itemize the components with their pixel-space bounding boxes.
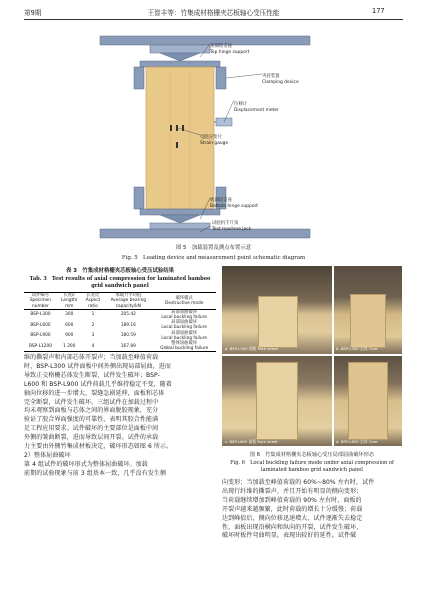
table-3-title-en: Tab. 3 Test results of axial compression for laminated bamboo grid sandwich panel [29,276,211,289]
running-title: 王智丰等：竹集成材格栅夹芯板轴心受压性能 [147,9,280,17]
photo-b-caption: b. BSP-L300 芯体 Core [336,346,378,351]
jack-label [212,221,251,232]
table-row [24,331,216,341]
table-row [24,309,216,320]
photo-c-face-sheet [222,356,332,446]
cell-capacity: 205.42 [120,312,136,318]
table-3 [24,266,216,352]
body-line: 第 4 组试件的破坏形式为整体屈曲破坏。加载 [24,460,148,468]
cell-id: BSP-L600 [30,322,51,328]
figure-5-caption-cn: 图 5 加载装置及测点布置示意 [175,245,252,251]
body-line: 向变形；当加载至峰值荷载的 60%~80% 左右时，试件 [222,479,375,486]
header-rule [24,19,403,20]
cell-id: BSP-L1200 [28,343,52,349]
bottom-hinge-label-cn: 底部铰支座 [210,198,232,203]
cell-ratio: 2 [91,322,95,328]
top-hinge-wedge [160,53,200,61]
body-line: 达到峰值后，侧向位移迅速增大，试件逐渐失去稳定 [222,514,363,522]
cell-capacity: 189.16 [120,322,136,328]
cell-id: BSP-L300 [30,312,51,318]
top-hinge-block [150,45,210,53]
body-line: 力主要由外侧竹集成材板决定，破坏形态如图 6 所示。 [24,443,173,451]
clamp-label-cn: 夹持装置 [262,74,280,79]
page-number: 177 [372,7,385,15]
body-line: 完全断裂，试件发生破坏。三组试件在加载过程中 [24,398,159,406]
cell-ratio: 1 [91,312,95,318]
bottom-hinge-wedge [160,215,200,223]
table-row [24,341,216,352]
photo-d-caption: d. BSP-L600 芯体 Core [336,439,378,444]
jack-label-en: Test machine jack [212,226,252,232]
body-line: 破坏时板件弯曲明显，表现出较好的延性。试件破 [222,532,357,540]
body-line: 时，BSP-L300 试件面板中间外侧出现局部屈曲，进而 [24,362,171,370]
bottom-hinge-block [150,223,210,229]
body-line: 均未观察到面板与芯体之间的界面脱胶现象，充分 [24,407,159,415]
strain-gauge-label [200,135,228,146]
col-header-length: 长度l/ Length/ mm [61,293,78,309]
strain-gauge-1 [170,125,172,131]
figure-5-caption-en: Fig. 5 Loading device and measurement point schematic diagram [121,255,306,261]
figure-6-caption-en-2: laminated bamboo grid sandwich panel [261,466,363,473]
table-3-grid [24,292,216,352]
body-line: L600 和 BSP-L900 试件荷载几乎维持稳定不变，随着 [24,380,172,388]
col-header-specimen: 试件编号 Specimen number [29,293,52,309]
photo-a-caption: a. BSP-L300 面板 Face sheet [225,346,278,351]
cell-capacity: 180.59 [120,333,136,339]
table-3-title-cn: 表 3 竹集成材格栅夹芯板轴心受压试验结果 [65,268,175,274]
top-hinge-label-en: Top hinge support [210,49,250,55]
body-line: 当荷载继续增加到峰值荷载的 90% 左右时，面板的 [222,496,362,504]
figure-6-caption-cn: 图 6 竹集成材格栅夹芯板轴心受压局部屈曲破坏形态 [249,452,375,458]
figure-6 [222,266,402,446]
cell-mode: 局部屈曲破坏 Local buckling failure [161,330,207,341]
figure-6-caption-en-1: Fig. 6 Local buckling failure mode under axial compression of [230,460,394,466]
cell-mode: 整体屈曲破坏 Global buckling failure [160,341,209,352]
photo-a-face-sheet [222,266,332,354]
body-line: 足工程应用要求。试件破坏的主要部位是面板中间 [24,425,159,433]
cell-ratio: 4 [91,343,95,349]
top-plate [140,61,220,67]
displacement-label-en: Displacement meter [234,107,279,113]
clamp-top-left [134,67,144,89]
clamp-bottom-left [134,187,144,209]
displacement-label-cn: 位移计 [234,102,248,107]
strain-gauge-2 [176,125,178,131]
cell-mode: 局部屈曲破坏 Local buckling failure [161,309,207,320]
col-header-ratio: 长宽比 Aspect ratio [85,293,101,309]
col-header-capacity: 承载力平均值 Average bearing capacity/kN [110,293,147,309]
photo-b-core [334,266,402,354]
bottom-beam [100,226,310,238]
clamp-label-en: Clamping device [262,79,299,85]
col-header-mode: 破坏模式 Destructive mode [165,295,204,306]
cell-id: BSP-L900 [30,333,51,339]
cell-ratio: 3 [91,333,95,339]
cell-mode: 局部屈曲破坏 Local buckling failure [161,320,207,331]
body-line: 轴向位移的进一步增大，裂缝急剧延伸，面板和芯体 [24,389,165,397]
right-body-text [222,479,402,541]
body-line: 前期的试验现象与前 3 组基本一致，几乎没有发生侧 [24,469,167,477]
bottom-hinge-label [210,198,258,209]
section-heading: 2）整体屈曲破坏 [24,451,71,459]
body-line: 外侧的皱曲断裂，进而导致层间开裂。试件的承载 [24,434,159,442]
body-line: 性，面板出现沿横向和纵向的开裂，试件发生破坏， [222,523,363,531]
cell-capacity: 167.89 [120,343,136,349]
photo-d-core [334,356,402,446]
body-line: 验证了胶合界面强度的可靠性，表明其胶合性能满 [24,416,159,424]
table-row [24,320,216,330]
jack-label-cn: 试验机千斤顶 [212,221,239,226]
bottom-plate [140,209,220,215]
photo-c-caption: c. BSP-L600 面板 Face sheet [225,439,278,444]
cell-length: 600 [65,322,74,328]
displacement-label [234,102,279,113]
top-hinge-label [210,44,249,55]
issue-number: 第9期 [24,9,42,17]
body-line: 导致正交格栅芯体发生断裂，试件发生破坏；BSP- [24,371,160,379]
cell-length: 300 [65,312,74,318]
strain-gauge-4 [176,142,178,148]
strain-gauge-3 [182,125,184,131]
strain-gauge-label-en: Strain gauge [200,140,229,146]
top-hinge-label-cn: 顶部铰支座 [210,44,232,49]
clamp-label [262,74,299,85]
top-beam [100,36,310,45]
body-line: 开裂声越来越频繁，此时荷载的增长十分缓慢；荷载 [222,505,363,513]
strain-gauge-label-cn: 电阻应变片 [200,135,222,140]
body-line: 维的撕裂声和内部芯体开裂声；当加载至峰值荷载 [24,354,159,361]
clamp-top-right [216,67,226,89]
cell-length: 1 200 [63,343,76,349]
left-body-text [24,354,216,479]
figure-6-caption [222,451,402,473]
cell-length: 900 [65,333,74,339]
bottom-hinge-label-en: Bottom hinge support [210,203,259,209]
figure-5 [0,22,427,262]
body-line: 出现行纤维的撕裂声，并且开始有明显的侧向变形； [222,487,363,495]
